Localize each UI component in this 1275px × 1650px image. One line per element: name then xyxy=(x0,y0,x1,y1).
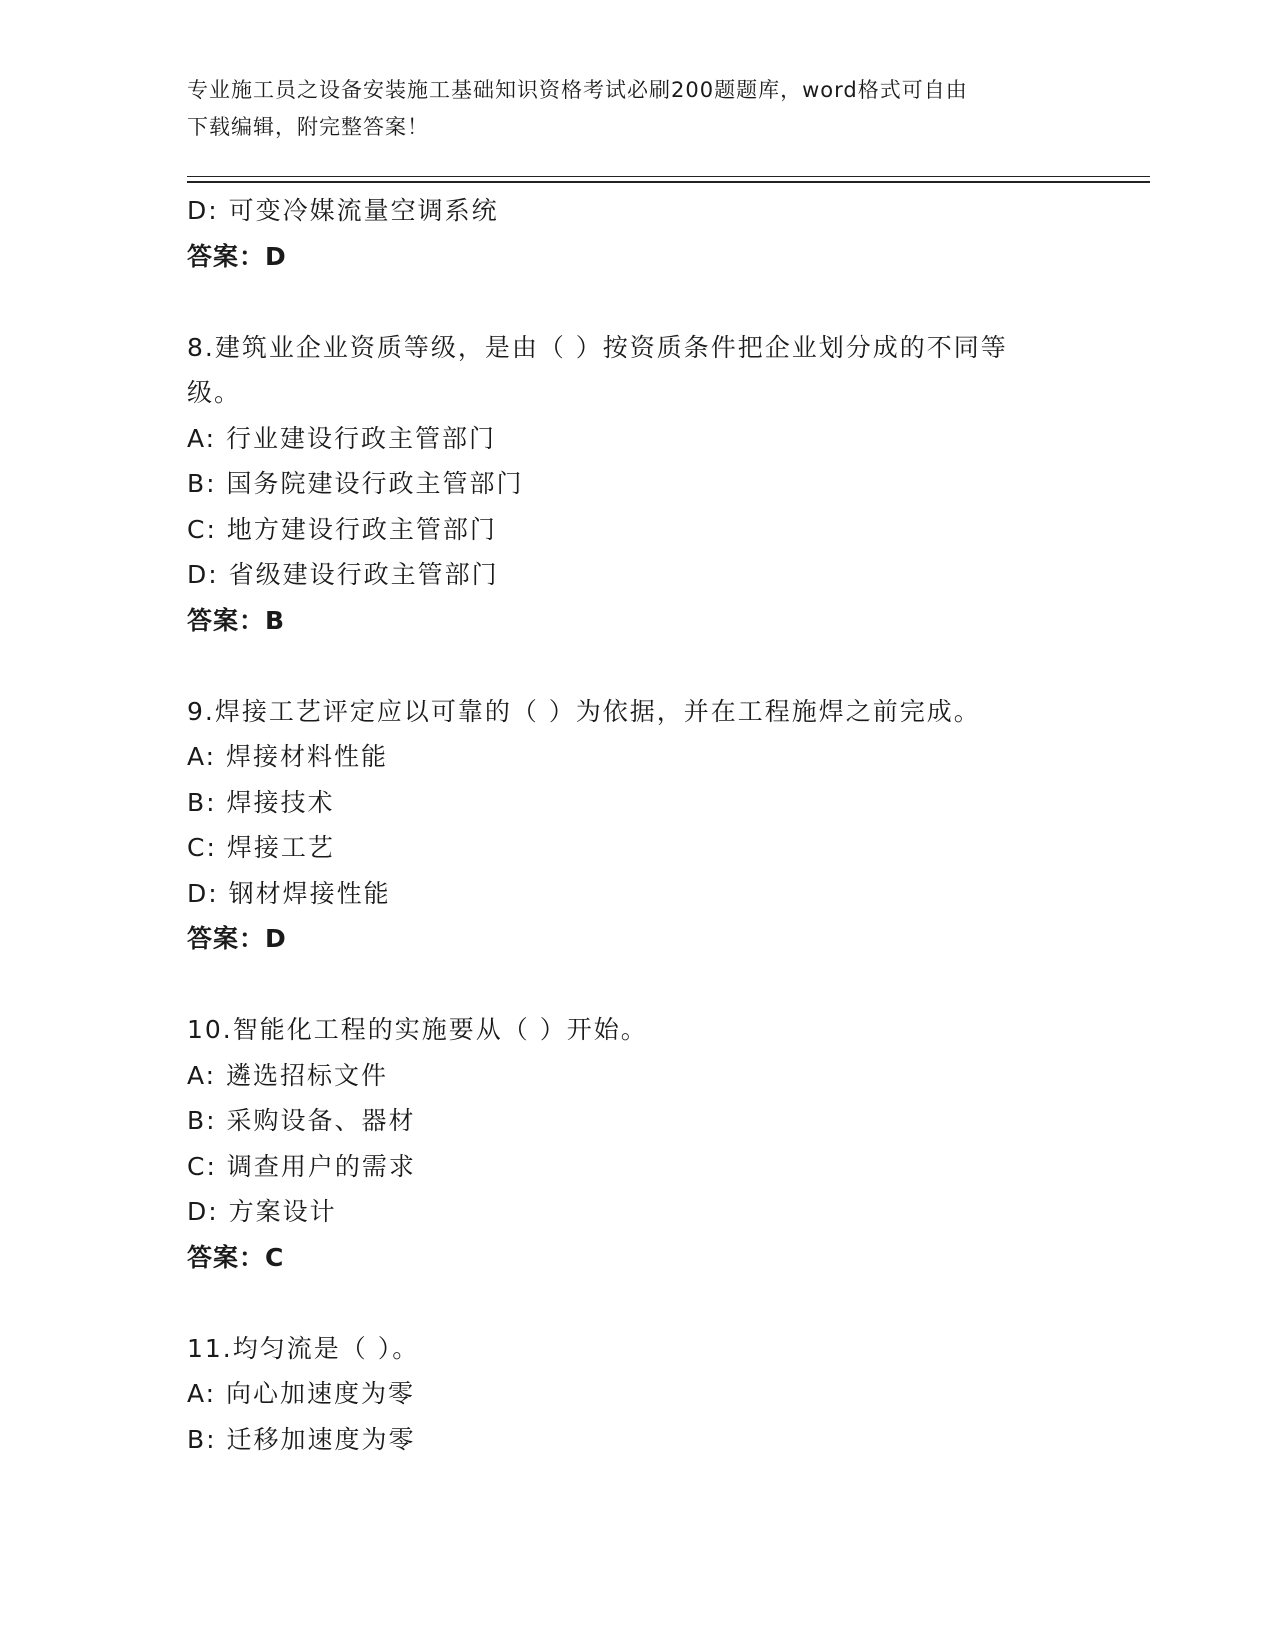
option-b: B: 采购设备、器材 xyxy=(187,1106,416,1135)
option-a: A: 焊接材料性能 xyxy=(187,742,389,771)
option-c: C: 地方建设行政主管部门 xyxy=(187,514,497,544)
question-stem: 9.焊接工艺评定应以可靠的（ ）为依据，并在工程施焊之前完成。 xyxy=(187,696,981,726)
option-b: B: 迁移加速度为零 xyxy=(187,1424,416,1454)
option-d: D: 省级建设行政主管部门 xyxy=(187,560,499,589)
header-line-1: 专业施工员之设备安装施工基础知识资格考试必刷200题题库，word格式可自由 xyxy=(187,78,968,102)
option-a: A: 向心加速度为零 xyxy=(187,1379,416,1408)
spacer xyxy=(187,962,1087,1008)
option-d: D: 方案设计 xyxy=(187,1197,337,1226)
prev-answer: 答案：D xyxy=(187,241,287,271)
header-line-2: 下载编辑，附完整答案！ xyxy=(187,115,429,139)
option-c: C: 焊接工艺 xyxy=(187,833,335,862)
header-divider-thick xyxy=(187,181,1150,183)
question-10 xyxy=(187,1007,1087,1280)
option-a: A: 行业建设行政主管部门 xyxy=(187,423,497,453)
option-b: B: 焊接技术 xyxy=(187,787,335,817)
prev-option-d: D: 可变冷媒流量空调系统 xyxy=(187,196,499,225)
option-a: A: 遴选招标文件 xyxy=(187,1060,389,1090)
option-d: D: 钢材焊接性能 xyxy=(187,878,391,908)
question-stem: 10.智能化工程的实施要从（ ）开始。 xyxy=(187,1015,648,1044)
question-8 xyxy=(187,325,1087,644)
option-b: B: 国务院建设行政主管部门 xyxy=(187,469,524,498)
question-stem-cont: 级。 xyxy=(187,378,242,407)
answer: 答案：D xyxy=(187,924,287,953)
spacer xyxy=(187,1280,1087,1326)
question-9 xyxy=(187,689,1087,962)
question-stem: 8.建筑业企业资质等级，是由（ ）按资质条件把企业划分成的不同等 xyxy=(187,332,1008,362)
answer: 答案：B xyxy=(187,605,286,635)
spacer xyxy=(187,279,1087,325)
header-divider-thin xyxy=(187,176,1150,177)
answer: 答案：C xyxy=(187,1242,285,1272)
option-c: C: 调查用户的需求 xyxy=(187,1151,416,1181)
question-11 xyxy=(187,1326,1087,1463)
spacer xyxy=(187,643,1087,689)
document-header xyxy=(187,72,1087,146)
question-list xyxy=(187,188,1087,1462)
question-stem: 11.均匀流是（ ）。 xyxy=(187,1333,420,1363)
